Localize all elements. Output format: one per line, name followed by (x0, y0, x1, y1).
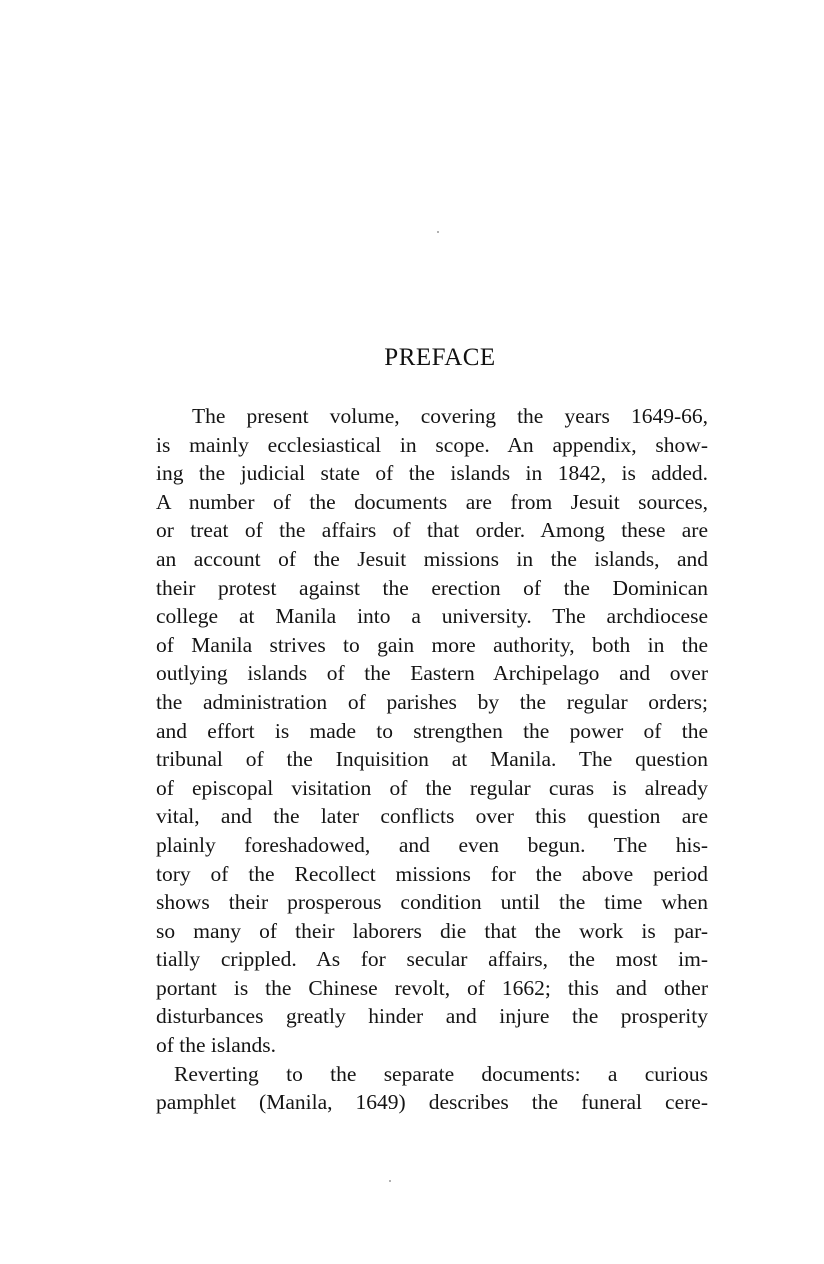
text-line: of Manila strives to gain more authority, both in the (156, 632, 708, 657)
text-line: of the islands. (156, 1033, 277, 1058)
page-title: PREFACE (384, 344, 496, 371)
text-line: A number of the documents are from Jesuit sources, (156, 489, 708, 514)
text-line: college at Manila into a university. The archdiocese (156, 604, 708, 629)
text-line: tory of the Recollect missions for the above period (156, 861, 708, 886)
text-line: plainly foreshadowed, and even begun. The his- (156, 832, 708, 857)
text-line: is mainly ecclesiastical in scope. An appendix, show- (156, 432, 708, 457)
text-line: the administration of parishes by the regular orders; (156, 689, 708, 714)
text-line: of episcopal visitation of the regular curas is already (156, 775, 708, 800)
text-line: or treat of the affairs of that order. Among these are (156, 518, 708, 543)
text-line: portant is the Chinese revolt, of 1662; this and other (156, 975, 708, 1000)
text-line: their protest against the erection of the Dominican (156, 575, 708, 600)
text-line: outlying islands of the Eastern Archipelago and over (156, 661, 708, 686)
text-line: Reverting to the separate documents: a curious (174, 1061, 708, 1086)
scan-speck (389, 1180, 391, 1182)
text-line: so many of their laborers die that the work is par- (156, 918, 708, 943)
text-line: pamphlet (Manila, 1649) describes the funeral cere- (156, 1090, 708, 1115)
text-line: The present volume, covering the years 1649-66, (192, 404, 708, 428)
preface-body (156, 402, 708, 1117)
text-line: ing the judicial state of the islands in 1842, is added. (156, 461, 708, 486)
text-line: shows their prosperous condition until the time when (156, 890, 708, 915)
text-line: tially crippled. As for secular affairs, the most im- (156, 947, 708, 972)
text-line: vital, and the later conflicts over this question are (156, 804, 708, 829)
text-line: an account of the Jesuit missions in the islands, and (156, 546, 708, 571)
text-line: tribunal of the Inquisition at Manila. The question (156, 747, 708, 772)
scan-speck (437, 231, 439, 233)
text-line: and effort is made to strengthen the power of the (156, 718, 708, 743)
text-line: disturbances greatly hinder and injure the prosperity (156, 1004, 708, 1029)
